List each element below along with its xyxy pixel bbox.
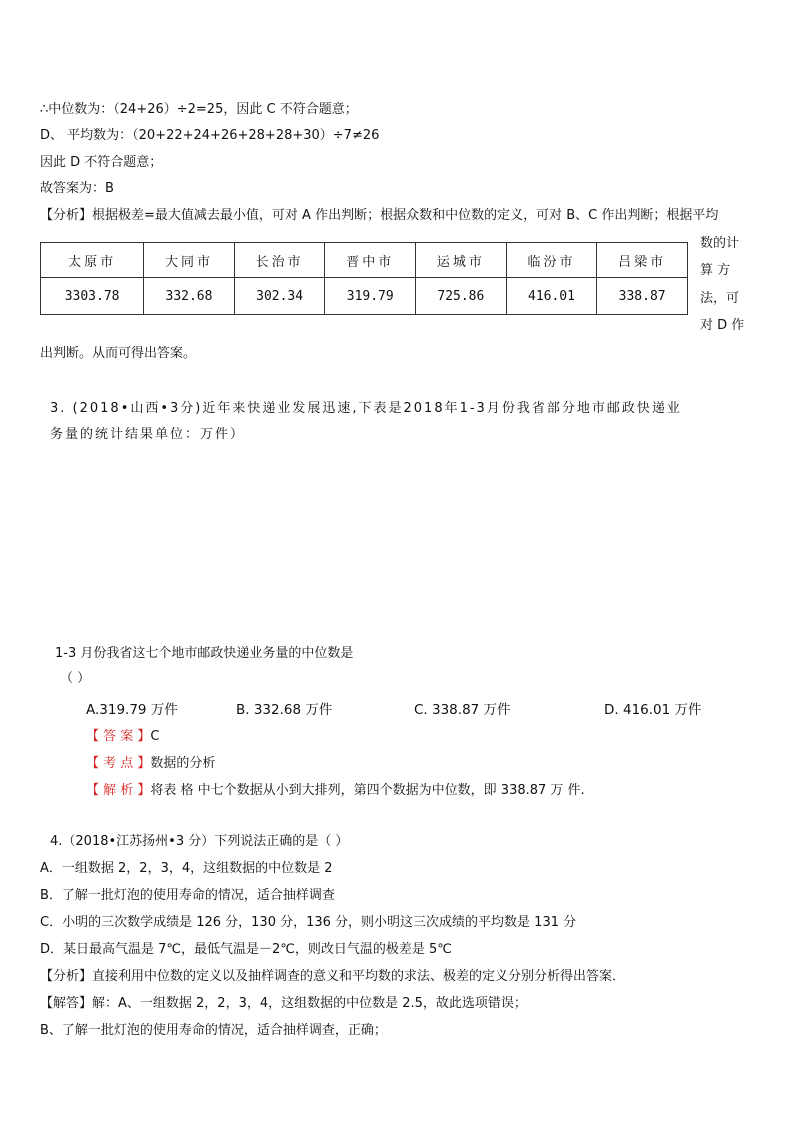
table-cell: 3303.78 bbox=[41, 278, 144, 315]
q3-answer-line bbox=[86, 725, 159, 744]
q4-option-a: A．一组数据 2，2，3，4，这组数据的中位数是 2 bbox=[40, 861, 333, 876]
table-cell: 416.01 bbox=[506, 278, 597, 315]
analysis-end-line: 出判断。从而可得出答案。 bbox=[40, 346, 197, 361]
table-header-cell: 长治市 bbox=[234, 243, 325, 278]
explain-value: 将表 格 中七个数据从小到大排列，第四个数据为中位数，即 338.87 万 件. bbox=[150, 783, 585, 798]
q4-analysis-line bbox=[40, 968, 625, 986]
q4-analysis-tag: 【分析】 bbox=[40, 969, 93, 984]
table-cell: 338.87 bbox=[597, 278, 688, 315]
q4-analysis-text: 直接利用中位数的定义以及抽样调查的意义和平均数的求法、极差的定义分别分析得出答案． bbox=[92, 969, 626, 984]
q3-option-c: C. 338.87 万件 bbox=[414, 702, 511, 718]
q3-point-line bbox=[86, 752, 215, 771]
table-cell: 332.68 bbox=[144, 278, 235, 315]
analysis-line bbox=[40, 207, 718, 225]
q3-stem-line-1: 3. (2018•山西•3分)近年来快递业发展迅速,下表是2018年1-3月份我省部分地市邮政快递业 bbox=[50, 401, 682, 416]
point-value: 数据的分析 bbox=[150, 756, 216, 771]
table-header-cell: 晋中市 bbox=[325, 243, 416, 278]
table-header-cell: 太原市 bbox=[41, 243, 144, 278]
table-header-row bbox=[41, 243, 688, 278]
analysis-tag: 【分析】 bbox=[40, 208, 93, 223]
q4-solve-text: 解：A、一组数据 2，2，3，4，这组数据的中位数是 2.5，故此选项错误； bbox=[92, 996, 527, 1011]
d-conclusion-line: 因此 D 不符合题意； bbox=[40, 155, 163, 170]
explain-tag: 【 解 析 】 bbox=[86, 783, 151, 798]
median-line: ∴中位数为：（24+26）÷2=25，因此 C 不符合题意； bbox=[40, 102, 358, 117]
express-volume-table bbox=[40, 242, 688, 315]
analysis-text: 根据极差=最大值减去最小值，可对 A 作出判断；根据众数和中位数的定义，可对 B、C 作出判断；根据平均 bbox=[92, 208, 719, 223]
table-header-cell: 临汾市 bbox=[506, 243, 597, 278]
q3-answer-paren: （ ） bbox=[60, 671, 91, 686]
table-cell: 725.86 bbox=[416, 278, 507, 315]
table-header-cell: 大同市 bbox=[144, 243, 235, 278]
answer-tag: 【 答 案 】 bbox=[86, 729, 151, 744]
q3-option-d: D. 416.01 万件 bbox=[604, 702, 702, 718]
q4-stem: 4.（2018•江苏扬州•3 分）下列说法正确的是（ ） bbox=[50, 834, 349, 849]
side-text-3: 法，可 bbox=[700, 291, 740, 306]
q3-option-a: A.319.79 万件 bbox=[86, 702, 178, 718]
q3-explain-line bbox=[86, 779, 585, 798]
answer-value: C bbox=[150, 729, 160, 744]
side-text-2: 算 方 bbox=[700, 263, 731, 278]
side-text-4: 对 D 作 bbox=[700, 318, 745, 333]
table-row bbox=[41, 278, 688, 315]
q3-question: 1-3 月份我省这七个地市邮政快递业务量的中位数是 bbox=[55, 646, 354, 661]
table-cell: 319.79 bbox=[325, 278, 416, 315]
side-text-1: 数的计 bbox=[700, 236, 740, 251]
q4-solve-tag: 【解答】 bbox=[40, 996, 93, 1011]
q3-stem-line-2: 务量的统计结果单位：万件） bbox=[50, 427, 246, 442]
table-header-cell: 运城市 bbox=[416, 243, 507, 278]
q4-option-c: C．小明的三次数学成绩是 126 分，130 分，136 分，则小明这三次成绩的平均数是 131 分 bbox=[40, 915, 577, 930]
option-d-line: D、 平均数为：（20+22+24+26+28+28+30）÷7≠26 bbox=[40, 128, 380, 143]
q4-option-d: D．某日最高气温是 7℃，最低气温是－2℃，则改日气温的极差是 5℃ bbox=[40, 942, 452, 957]
q3-option-b: B. 332.68 万件 bbox=[236, 702, 333, 718]
q4-option-b: B．了解一批灯泡的使用寿命的情况，适合抽样调查 bbox=[40, 888, 335, 903]
answer-line: 故答案为：B bbox=[40, 181, 114, 196]
q4-solve-b-line: B、了解一批灯泡的使用寿命的情况，适合抽样调查，正确； bbox=[40, 1023, 387, 1038]
point-tag: 【 考 点 】 bbox=[86, 756, 151, 771]
table-cell: 302.34 bbox=[234, 278, 325, 315]
q4-solve-line bbox=[40, 995, 527, 1013]
table-header-cell: 吕梁市 bbox=[597, 243, 688, 278]
